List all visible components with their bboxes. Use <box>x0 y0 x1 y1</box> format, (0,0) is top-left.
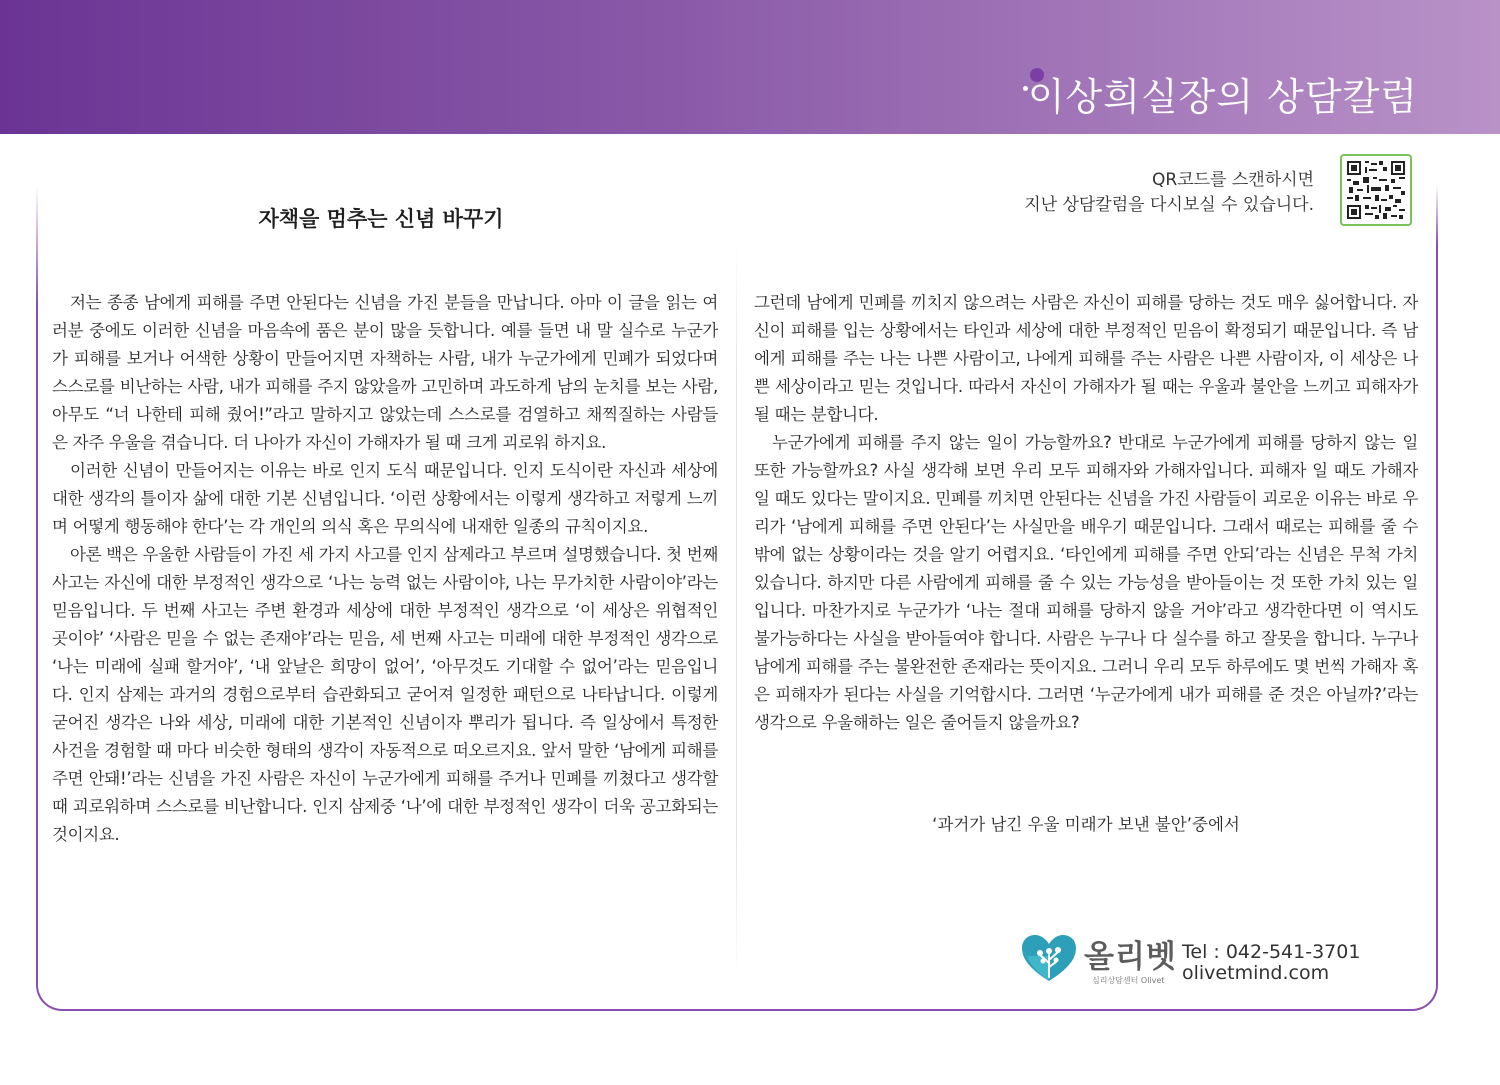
paragraph: 아론 백은 우울한 사람들이 가진 세 가지 사고를 인지 삼제라고 부르며 설명했습니다. 첫 번째 사고는 자신에 대한 부정적인 생각으로 ‘나는 능력 없는 사람이야, 나는 무가치한 사람이야’라는 믿음입니다. 두 번째 사고는 주변 환경과 세상에 대한 부정적인 생각으로 ‘이 세상은 위협적인 곳이야’ ‘사람은 믿을 수 없는 존재야’라는 믿음, 세 번째 사고는 미래에 대한 부정적인 생각으로 ‘나는 미래에 실패 할거야’, ‘내 앞날은 희망이 없어’, ‘아무것도 기대할 수 없어’라는 믿음입니다. 인지 삼제는 과거의 경험으로부터 습관화되고 굳어져 일정한 패턴으로 나타납니다. 이렇게 굳어진 생각은 나와 세상, 미래에 대한 기본적인 신념이자 뿌리가 됩니다. 즉 일상에서 특정한 사건을 경험할 때 마다 비슷한 형태의 생각이 자동적으로 떠오르지요. 앞서 말한 ‘남에게 피해를 주면 안돼!’라는 신념을 가진 사람은 자신이 누군가에게 피해를 주거나 민폐를 끼쳤다고 생각할 때 괴로워하며 스스로를 비난합니다. 인지 삼제중 ‘나’에 대한 부정적인 생각이 더욱 공고화되는 것이지요. <box>52 545 718 844</box>
paragraph: 누군가에게 피해를 주지 않는 일이 가능할까요? 반대로 누군가에게 피해를 당하지 않는 일 또한 가능할까요? 사실 생각해 보면 우리 모두 피해자와 가해자입니다. 피해자 일 때도 가해자 일 때도 있다는 말이지요. 민폐를 끼치면 안된다는 신념을 가진 사람들이 괴로운 이유는 바로 우리가 ‘남에게 피해를 주면 안된다’는 사실만을 배우기 때문입니다. 그래서 때로는 피해를 줄 수밖에 없는 상황이라는 것을 알기 어렵지요. ‘타인에게 피해를 주면 안되’라는 신념은 무척 가치 있습니다. 하지만 다른 사람에게 피해를 줄 수 있는 가능성을 받아들이는 것 또한 가치 있는 일입니다. 마찬가지로 누군가가 ‘나는 절대 피해를 당하지 않을 거야’라고 생각한다면 이 역시도 불가능하다는 사실을 받아들여야 합니다. 사람은 누구나 다 실수를 하고 잘못을 합니다. 누구나 남에게 피해를 주는 불완전한 존재라는 뜻이지요. 그러니 우리 모두 하루에도 몇 번씩 가해자 혹은 피해자가 된다는 사실을 기억합시다. 그러면 ‘누군가에게 내가 피해를 준 것은 아닐까?’라는 생각으로 우울해하는 일은 줄어들지 않을까요? <box>754 433 1418 732</box>
frame-fade-right <box>1434 185 1440 245</box>
paragraph: 그런데 남에게 민폐를 끼치지 않으려는 사람은 자신이 피해를 당하는 것도 매우 싫어합니다. 자신이 피해를 입는 상황에서는 타인과 세상에 대한 부정적인 믿음이 확정되기 때문입니다. 즉 남에게 피해를 주는 나는 나쁜 사람이고, 나에게 피해를 주는 사람은 나쁜 사람이자, 이 세상은 나쁜 세상이라고 믿는 것입니다. 따라서 자신이 가해자가 될 때는 우울과 불안을 느끼고 피해자가 될 때는 분합니다. <box>754 293 1418 424</box>
source-citation: ‘과거가 남긴 우울 미래가 보낸 불안’중에서 <box>932 815 1240 834</box>
qr-code-icon[interactable] <box>1340 154 1412 226</box>
logo-subtitle: 심리상담센터 Olivet <box>1092 976 1165 985</box>
logo-name: 올리벳 <box>1084 939 1177 975</box>
article-title: 자책을 멈추는 신념 바꾸기 <box>258 207 504 231</box>
qr-line-1: QR코드를 스캔하시면 <box>1152 170 1314 190</box>
column-divider <box>736 240 737 980</box>
column-series-title: 이상희실장의 상담칼럼 <box>1027 75 1418 119</box>
qr-line-2: 지난 상담칼럼을 다시보실 수 있습니다. <box>1024 195 1314 215</box>
paragraph: 이러한 신념이 만들어지는 이유는 바로 인지 도식 때문입니다. 인지 도식이란 자신과 세상에 대한 생각의 틀이자 삶에 대한 기본 신념입니다. ‘이런 상황에서는 이렇게 생각하고 저렇게 느끼며 어떻게 행동해야 한다’는 각 개인의 의식 혹은 무의식에 내재한 일종의 규칙이지요. <box>52 461 718 536</box>
contact-website[interactable]: olivetmind.com <box>1182 962 1330 984</box>
qr-instructions <box>1024 168 1314 218</box>
paragraph: 저는 종종 남에게 피해를 주면 안된다는 신념을 가진 분들을 만납니다. 아마 이 글을 읽는 여러분 중에도 이러한 신념을 마음속에 품은 분이 많을 듯합니다. 예를 들면 내 말 실수로 누군가가 피해를 보거나 어색한 상황이 만들어지면 자책하는 사람, 내가 누군가에게 민폐가 되었다며 스스로를 비난하는 사람, 내가 피해를 주지 않았을까 고민하며 과도하게 남의 눈치를 보는 사람, 아무도 “너 나한테 피해 줬어!”라고 말하지고 않았는데 스스로를 검열하고 채찍질하는 사람들은 자주 우울을 겪습니다. 더 나아가 자신이 가해자가 될 때 크게 괴로워 하지요. <box>52 293 718 452</box>
article-left-column <box>52 289 718 849</box>
heart-tree-logo-icon <box>1020 933 1078 983</box>
header-banner <box>0 0 1500 134</box>
article-right-column <box>754 289 1418 737</box>
contact-phone: Tel : 042-541-3701 <box>1182 941 1361 963</box>
